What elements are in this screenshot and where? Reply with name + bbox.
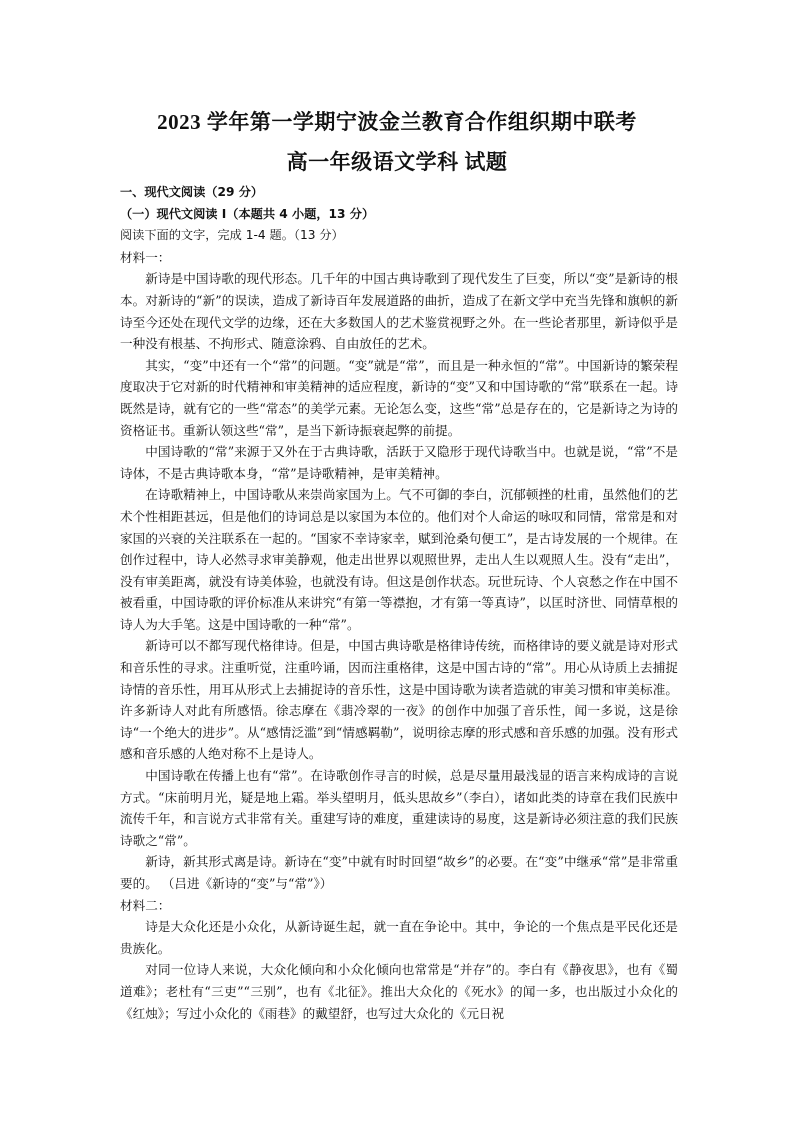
document-body bbox=[120, 182, 678, 1024]
material-two-label: 材料二： bbox=[120, 897, 171, 913]
section-subheading: （一）现代文阅读 I（本题共 4 小题，13 分） bbox=[120, 206, 375, 221]
material-one-paragraph: 其实，“变”中还有一个“常”的问题。“变”就是“常”，而且是一种永恒的“常”。中国新诗的繁荣程度取决于它对新的时代精神和审美精神的适应程度，新诗的“变”又和中国诗歌的“常”联系在一起。诗既然是诗，就有它的一些“常态”的美学元素。无论怎么变，这些“常”总是存在的，它是新诗之为诗的资格证书。重新认领这些“常”，是当下新诗振衰起弊的前提。 bbox=[120, 357, 678, 438]
material-one-paragraph: 中国诗歌的“常”来源于又外在于古典诗歌，活跃于又隐形于现代诗歌当中。也就是说，“常”不是诗体，不是古典诗歌本身，“常”是诗歌精神，是审美精神。 bbox=[120, 444, 678, 481]
material-two-paragraph: 对同一位诗人来说，大众化倾向和小众化倾向也常常是“并存”的。李白有《静夜思》，也有《蜀道难》；老杜有“三吏”“三别”，也有《北征》。推出大众化的《死水》的闻一多，也出版过小众化的《红烛》；写过小众化的《雨巷》的戴望舒，也写过大众化的《元日祝 bbox=[120, 962, 678, 1021]
section-heading: 一、现代文阅读（29 分） bbox=[120, 185, 264, 199]
material-one-paragraph: 新诗可以不都写现代格律诗。但是，中国古典诗歌是格律诗传统，而格律诗的要义就是诗对形式和音乐性的寻求。注重听觉，注重吟诵，因而注重格律，这是中国古诗的“常”。用心从诗质上去捕捉诗情的音乐性，用耳从形式上去捕捉诗的音乐性，这是中国诗歌为读者造就的审美习惯和审美标准。许多新诗人对此有所感悟。徐志摩在《翡冷翠的一夜》的创作中加强了音乐性，闻一多说，这是徐诗“一个绝大的进步”。从“感情泛滥”到“情感羁勒”，说明徐志摩的形式感和音乐感的加强。没有形式感和音乐感的人绝对称不上是诗人。 bbox=[120, 638, 678, 762]
exam-title: 2023 学年第一学期宁波金兰教育合作组织期中联考 bbox=[157, 110, 637, 134]
material-one-paragraph: 新诗，新其形式离是诗。新诗在“变”中就有时时回望“故乡”的必要。在“变”中继承“常”是非常重要的。 （吕进《新诗的“变”与“常”》） bbox=[120, 854, 678, 891]
material-one-paragraph: 在诗歌精神上，中国诗歌从来崇尚家国为上。气不可御的李白，沉郁顿挫的杜甫，虽然他们的艺术个性相距甚远，但是他们的诗词总是以家国为本位的。他们对个人命运的咏叹和同情，常常是和对家国的兴衰的关注联系在一起的。“国家不幸诗家幸，赋到沧桑句便工”，是古诗发展的一个规律。在创作过程中，诗人必然寻求审美静观，他走出世界以观照世界，走出人生以观照人生。没有“走出”，没有审美距离，就没有诗美体验，也就没有诗。但这是创作状态。玩世玩诗、个人哀愁之作在中国不被看重，中国诗歌的评价标准从来讲究“有第一等襟抱，才有第一等真诗”，以匡时济世、同情草根的诗人为大手笔。这是中国诗歌的一种“常”。 bbox=[120, 487, 678, 632]
material-one-paragraph: 新诗是中国诗歌的现代形态。几千年的中国古典诗歌到了现代发生了巨变，所以“变”是新诗的根本。对新诗的“新”的误读，造成了新诗百年发展道路的曲折，造成了在新文学中充当先锋和旗帜的新诗至今还处在现代文学的边缘，还在大多数国人的艺术鉴赏视野之外。在一些论者那里，新诗似乎是一种没有根基、不拘形式、随意涂鸦、自由放任的艺术。 bbox=[120, 271, 678, 352]
reading-instruction: 阅读下面的文字，完成 1-4 题。（13 分） bbox=[120, 228, 344, 243]
material-one-paragraph: 中国诗歌在传播上也有“常”。在诗歌创作寻言的时候，总是尽量用最浅显的语言来构成诗的言说方式。“床前明月光，疑是地上霜。举头望明月，低头思故乡”（李白），诸如此类的诗章在我们民族中流传千年，和言说方式非常有关。重建写诗的难度，重建读诗的易度，这是新诗必须注意的我们民族诗歌之“常”。 bbox=[120, 768, 678, 848]
material-two-paragraph: 诗是大众化还是小众化，从新诗诞生起，就一直在争论中。其中，争论的一个焦点是平民化还是贵族化。 bbox=[120, 919, 678, 956]
material-one-label: 材料一： bbox=[120, 249, 171, 265]
exam-subtitle: 高一年级语文学科 试题 bbox=[286, 150, 508, 174]
